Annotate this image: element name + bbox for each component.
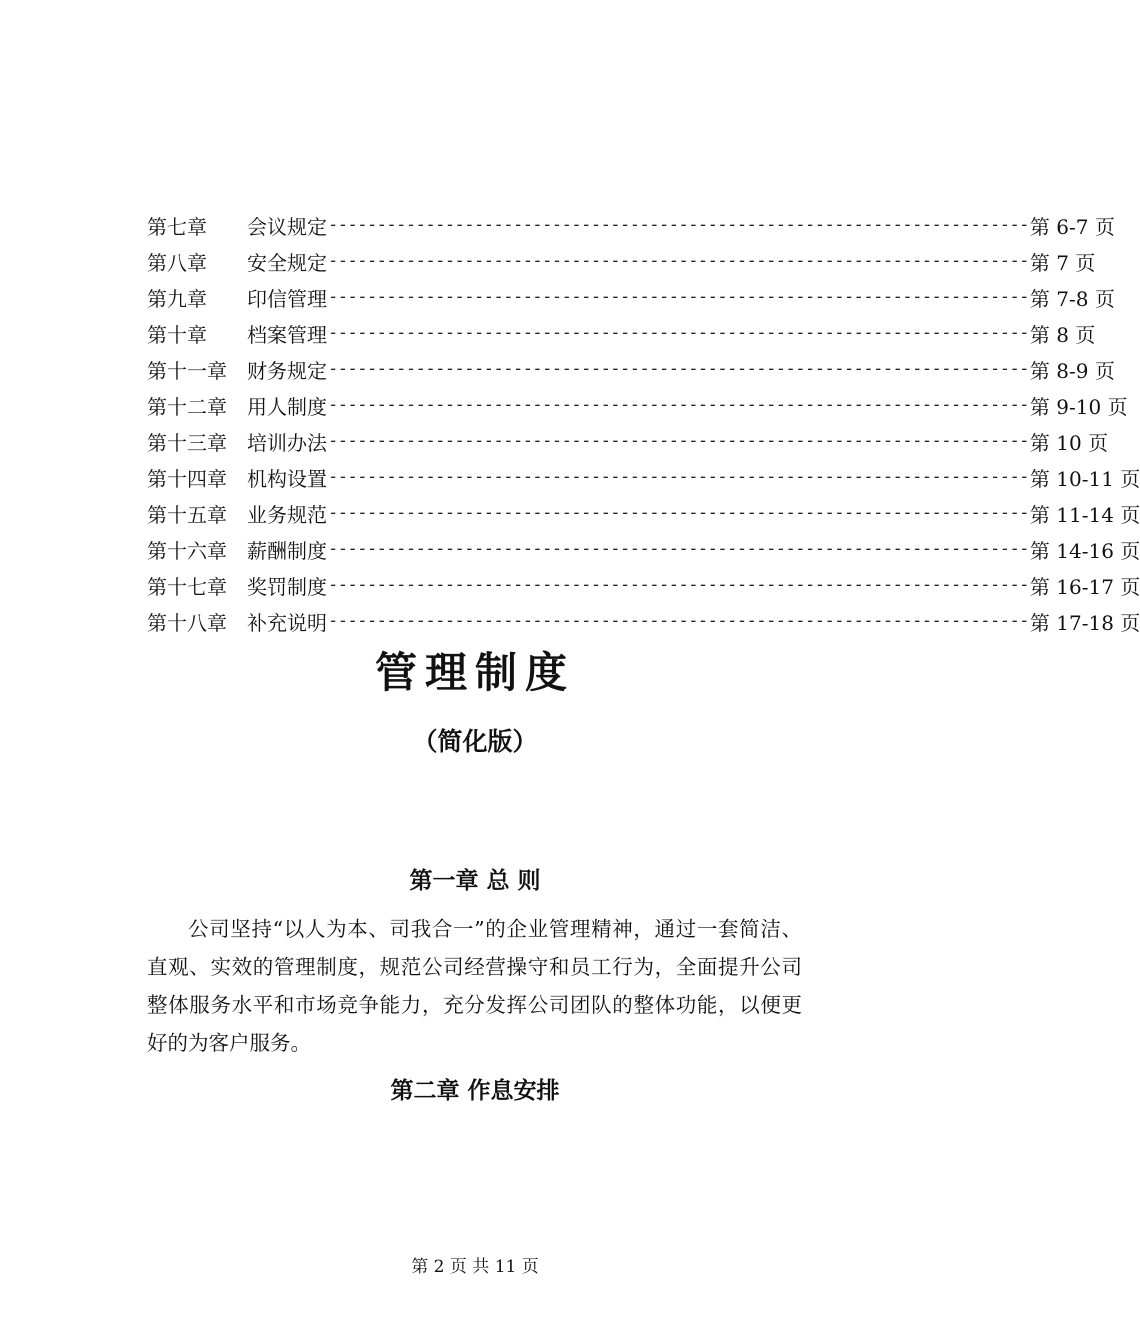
toc-chapter-number: 第七章	[147, 214, 207, 239]
toc-chapter-number: 第十一章	[147, 358, 227, 383]
toc-leader: ------------------------------------------------------------------------	[328, 611, 1029, 631]
toc-page-range: 第 6-7 页	[1029, 214, 1115, 239]
toc-chapter-number: 第十章	[147, 322, 207, 347]
toc-chapter-title: 财务规定	[247, 358, 327, 383]
toc-chapter-number: 第十六章	[147, 538, 227, 563]
toc-chapter-title: 培训办法	[247, 430, 327, 455]
toc-chapter-number: 第十八章	[147, 610, 227, 635]
toc-entry	[147, 423, 1109, 459]
toc-page-range: 第 11-14 页	[1029, 502, 1140, 527]
toc-leader: ------------------------------------------------------------------------	[328, 467, 1029, 487]
chapter-1-paragraph: 公司坚持“以人为本、司我合一”的企业管理精神，通过一套简洁、直观、实效的管理制度，规范公司经营操守和员工行为，全面提升公司整体服务水平和市场竞争能力，充分发挥公司团队的整体功能，以便更好的为客户服务。	[147, 917, 802, 1055]
chapter-2-heading: 第二章 作息安排	[390, 1078, 560, 1104]
toc-chapter-number: 第十五章	[147, 502, 227, 527]
toc-chapter-number: 第十二章	[147, 394, 227, 419]
toc-entry	[147, 351, 1115, 387]
toc-chapter-number: 第九章	[147, 286, 207, 311]
toc-chapter-title: 会议规定	[247, 214, 327, 239]
toc-chapter-title: 补充说明	[247, 610, 327, 635]
toc-chapter-number: 第十四章	[147, 466, 227, 491]
page-footer: 第 2 页 共 11 页	[411, 1257, 539, 1277]
toc-page-range: 第 7 页	[1029, 250, 1096, 275]
table-of-contents	[147, 207, 1140, 639]
toc-leader: ------------------------------------------------------------------------	[328, 539, 1029, 559]
toc-chapter-title: 印信管理	[247, 286, 327, 311]
toc-page-range: 第 9-10 页	[1029, 394, 1128, 419]
toc-leader: ------------------------------------------------------------------------	[328, 251, 1029, 271]
toc-leader: ------------------------------------------------------------------------	[328, 395, 1029, 415]
toc-chapter-title: 机构设置	[247, 466, 327, 491]
toc-chapter-number: 第十三章	[147, 430, 227, 455]
toc-chapter-title: 业务规范	[247, 502, 327, 527]
toc-page-range: 第 14-16 页	[1029, 538, 1140, 563]
toc-entry	[147, 567, 1140, 603]
toc-chapter-title: 薪酬制度	[247, 538, 327, 563]
toc-entry	[147, 207, 1115, 243]
toc-leader: ------------------------------------------------------------------------	[328, 287, 1029, 307]
chapter-1-heading: 第一章 总 则	[409, 868, 541, 894]
toc-leader: ------------------------------------------------------------------------	[328, 503, 1029, 523]
toc-entry	[147, 531, 1140, 567]
toc-entry	[147, 459, 1140, 495]
document-subtitle: （简化版）	[412, 727, 538, 756]
toc-entry	[147, 243, 1096, 279]
toc-page-range: 第 8-9 页	[1029, 358, 1115, 383]
toc-page-range: 第 17-18 页	[1029, 610, 1140, 635]
toc-entry	[147, 315, 1096, 351]
toc-page-range: 第 7-8 页	[1029, 286, 1115, 311]
document-title: 管理制度	[374, 648, 575, 697]
toc-entry	[147, 603, 1140, 639]
toc-chapter-title: 安全规定	[247, 250, 327, 275]
toc-chapter-number: 第十七章	[147, 574, 227, 599]
toc-chapter-title: 奖罚制度	[247, 574, 327, 599]
toc-entry	[147, 279, 1115, 315]
toc-page-range: 第 10-11 页	[1029, 466, 1140, 491]
toc-entry	[147, 387, 1128, 423]
toc-page-range: 第 16-17 页	[1029, 574, 1140, 599]
toc-entry	[147, 495, 1140, 531]
toc-chapter-title: 档案管理	[247, 322, 327, 347]
toc-leader: ------------------------------------------------------------------------	[328, 431, 1029, 451]
toc-page-range: 第 8 页	[1029, 322, 1096, 347]
toc-chapter-number: 第八章	[147, 250, 207, 275]
toc-leader: ------------------------------------------------------------------------	[328, 359, 1029, 379]
toc-page-range: 第 10 页	[1029, 430, 1109, 455]
toc-leader: ------------------------------------------------------------------------	[328, 323, 1029, 343]
toc-leader: ------------------------------------------------------------------------	[328, 575, 1029, 595]
toc-leader: ------------------------------------------------------------------------	[328, 215, 1029, 235]
toc-chapter-title: 用人制度	[247, 394, 327, 419]
